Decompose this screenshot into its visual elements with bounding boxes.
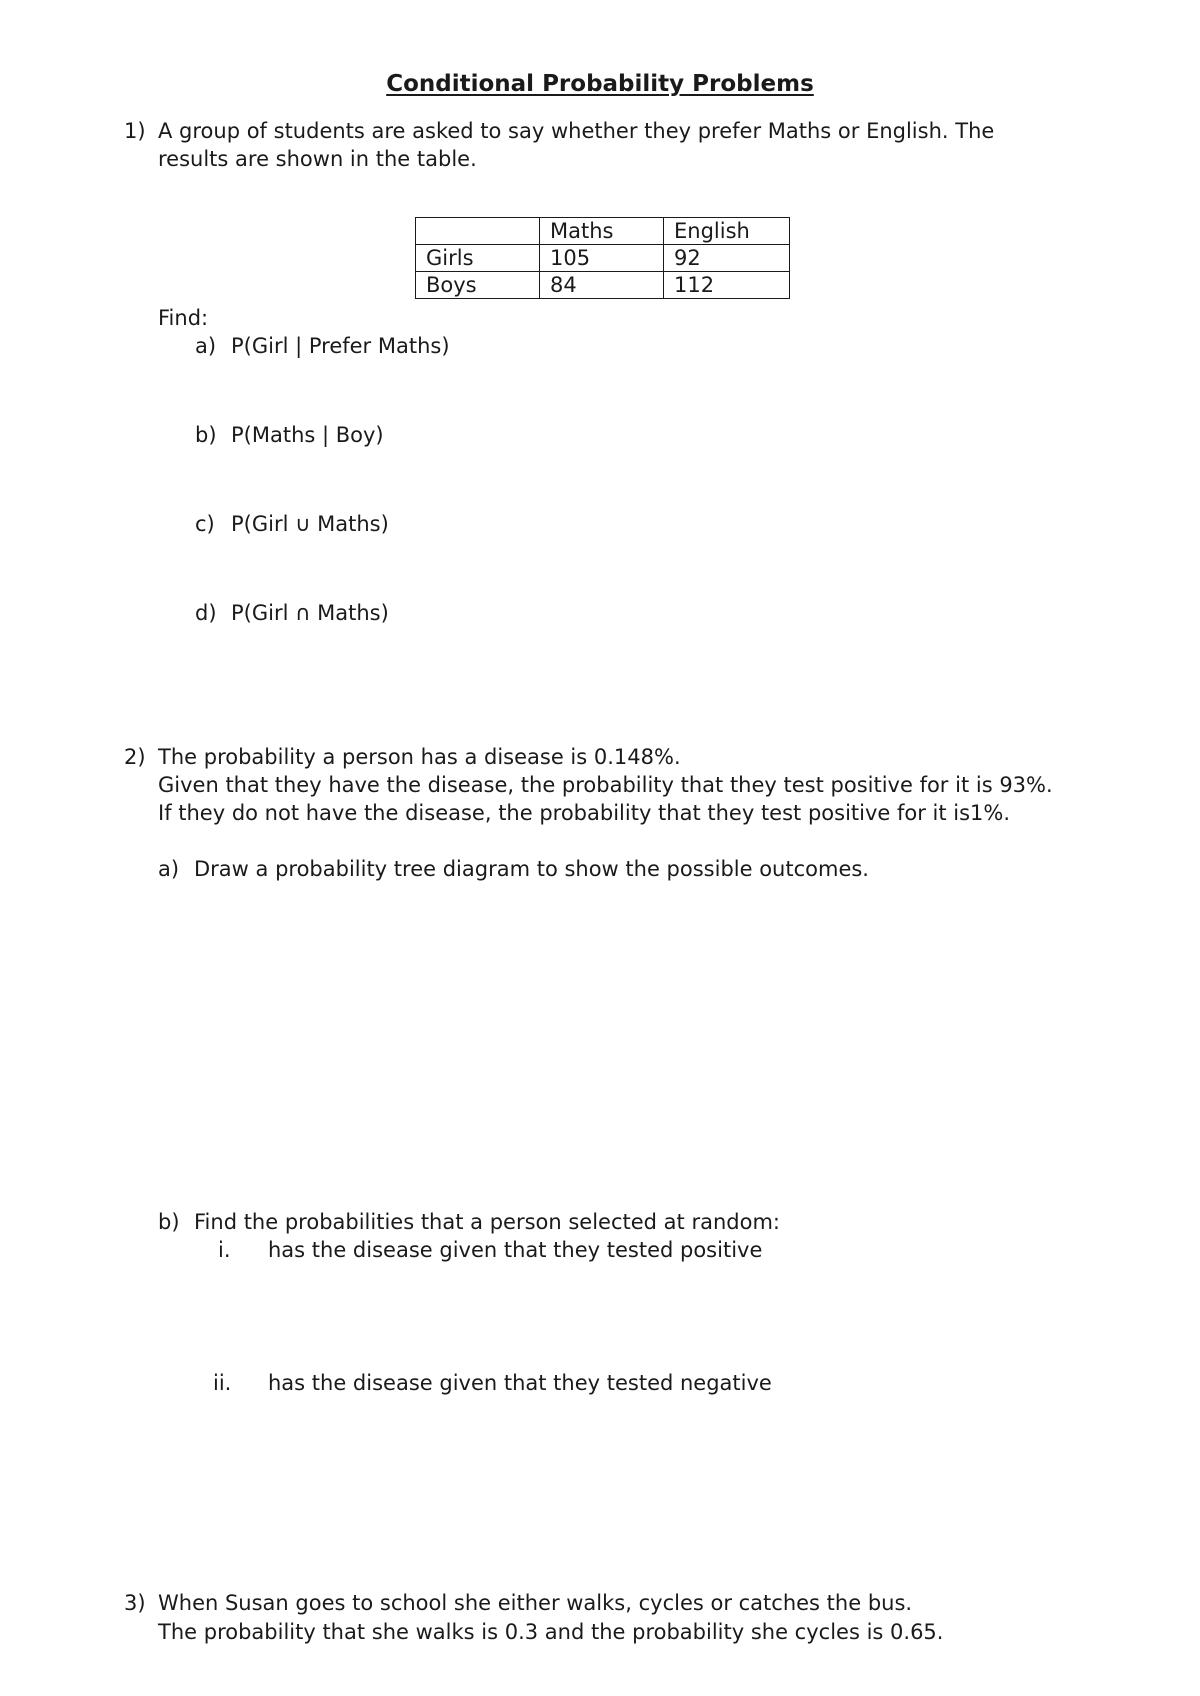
part-label: d) <box>195 601 217 625</box>
table-cell: Girls <box>416 245 540 272</box>
question-2-line1: The probability a person has a disease is 0.148%. <box>158 745 681 769</box>
subpart-text: has the disease given that they tested negative <box>268 1371 772 1395</box>
part-label: a) <box>158 857 180 881</box>
question-2-number: 2) <box>124 745 146 769</box>
part-text: P(Girl ∪ Maths) <box>231 512 389 536</box>
table-header-row <box>416 218 790 245</box>
question-3-line2: The probability that she walks is 0.3 and the probability she cycles is 0.65. <box>158 1620 944 1644</box>
table-cell: 112 <box>664 272 790 299</box>
question-1-number: 1) <box>124 119 146 143</box>
table-cell: Boys <box>416 272 540 299</box>
part-text: P(Girl | Prefer Maths) <box>231 334 450 358</box>
table-header-cell <box>416 218 540 245</box>
table-header-cell: Maths <box>540 218 664 245</box>
question-3-number: 3) <box>124 1591 146 1615</box>
part-label: b) <box>195 423 217 447</box>
part-text: P(Girl ∩ Maths) <box>231 601 389 625</box>
part-text: Find the probabilities that a person selected at random: <box>194 1210 780 1234</box>
part-label: b) <box>158 1210 180 1234</box>
question-3-line1: When Susan goes to school she either walks, cycles or catches the bus. <box>158 1591 913 1615</box>
subpart-label: ii. <box>213 1371 232 1395</box>
question-1-text-line1: A group of students are asked to say whether they prefer Maths or English. The <box>158 119 995 143</box>
part-label: a) <box>195 334 217 358</box>
find-label: Find: <box>158 306 209 330</box>
table-cell: 105 <box>540 245 664 272</box>
question-1-text-line2: results are shown in the table. <box>158 147 477 171</box>
page-title: Conditional Probability Problems <box>386 71 814 97</box>
preference-table <box>415 217 790 299</box>
table-cell: 84 <box>540 272 664 299</box>
table-header-cell: English <box>664 218 790 245</box>
subpart-label: i. <box>218 1238 231 1262</box>
part-text: P(Maths | Boy) <box>231 423 384 447</box>
question-2-line2: Given that they have the disease, the probability that they test positive for it is 93%. <box>158 773 1053 797</box>
table-row <box>416 272 790 299</box>
table-row <box>416 245 790 272</box>
question-2-line3: If they do not have the disease, the probability that they test positive for it is1%. <box>158 801 1011 825</box>
part-text: Draw a probability tree diagram to show the possible outcomes. <box>194 857 869 881</box>
table-cell: 92 <box>664 245 790 272</box>
part-label: c) <box>195 512 215 536</box>
subpart-text: has the disease given that they tested positive <box>268 1238 763 1262</box>
